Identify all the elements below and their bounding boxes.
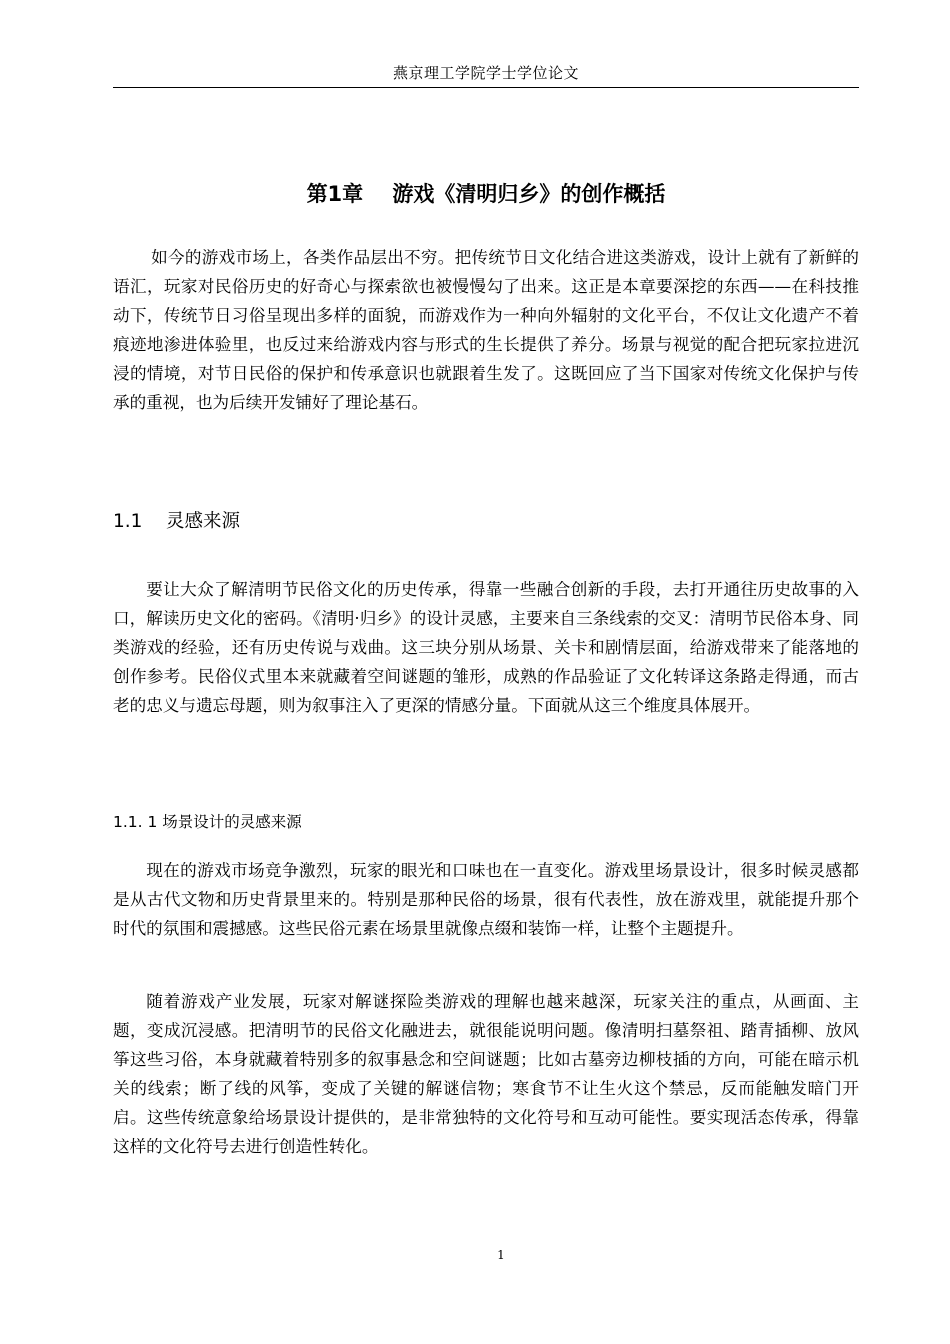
subsection-paragraph-1: 现在的游戏市场竞争激烈，玩家的眼光和口味也在一直变化。游戏里场景设计，很多时候灵感都是从古代文物和历史背景里来的。特别是那种民俗的场景，很有代表性，放在游戏里，就能提升那个时代的氛围和震撼感。这些民俗元素在场景里就像点缀和装饰一样，让整个主题提升。 [113,861,859,939]
page-header: 燕京理工学院学士学位论文 [392,64,579,82]
subsection-paragraph-2: 随着游戏产业发展，玩家对解谜探险类游戏的理解也越来越深，玩家关注的重点，从画面、主题，变成沉浸感。把清明节的民俗文化融进去，就很能说明问题。像清明扫墓祭祖、踏青插柳、放风筝这些习俗，本身就藏着特别多的叙事悬念和空间谜题；比如古墓旁边柳枝插的方向，可能在暗示机关的线索；断了线的风筝，变成了关键的解谜信物；寒食节不让生火这个禁忌，反而能触发暗门开启。这些传统意象给场景设计提供的，是非常独特的文化符号和互动可能性。要实现活态传承，得靠这样的文化符号去进行创造性转化。 [113,992,859,1157]
chapter-intro-paragraph: 如今的游戏市场上，各类作品层出不穷。把传统节日文化结合进这类游戏，设计上就有了新鲜的语汇，玩家对民俗历史的好奇心与探索欲也被慢慢勾了出来。这正是本章要深挖的东西——在科技推动下，传统节日习俗呈现出多样的面貌，而游戏作为一种向外辐射的文化平台，不仅让文化遗产不着痕迹地渗进体验里，也反过来给游戏内容与形式的生长提供了养分。场景与视觉的配合把玩家拉进沉浸的情境，对节日民俗的保护和传承意识也就跟着生发了。这既回应了当下国家对传统文化保护与传承的重视，也为后续开发铺好了理论基石。 [113,248,859,413]
chapter-title: 第1章 游戏《清明归乡》的创作概括 [306,182,666,206]
subsection-title-1-1-1: 1.1. 1 场景设计的灵感来源 [113,813,302,831]
section-1-1-paragraph: 要让大众了解清明节民俗文化的历史传承，得靠一些融合创新的手段，去打开通往历史故事的入口，解读历史文化的密码。《清明·归乡》的设计灵感，主要来自三条线索的交叉：清明节民俗本身、同类游戏的经验，还有历史传说与戏曲。这三块分别从场景、关卡和剧情层面，给游戏带来了能落地的创作参考。民俗仪式里本来就藏着空间谜题的雏形，成熟的作品验证了文化转译这条路走得通，而古老的忠义与遗忘母题，则为叙事注入了更深的情感分量。下面就从这三个维度具体展开。 [113,580,859,716]
section-title-1-1: 1.1 灵感来源 [113,511,240,532]
header-rule [113,87,859,88]
page-number: 1 [497,1248,505,1262]
